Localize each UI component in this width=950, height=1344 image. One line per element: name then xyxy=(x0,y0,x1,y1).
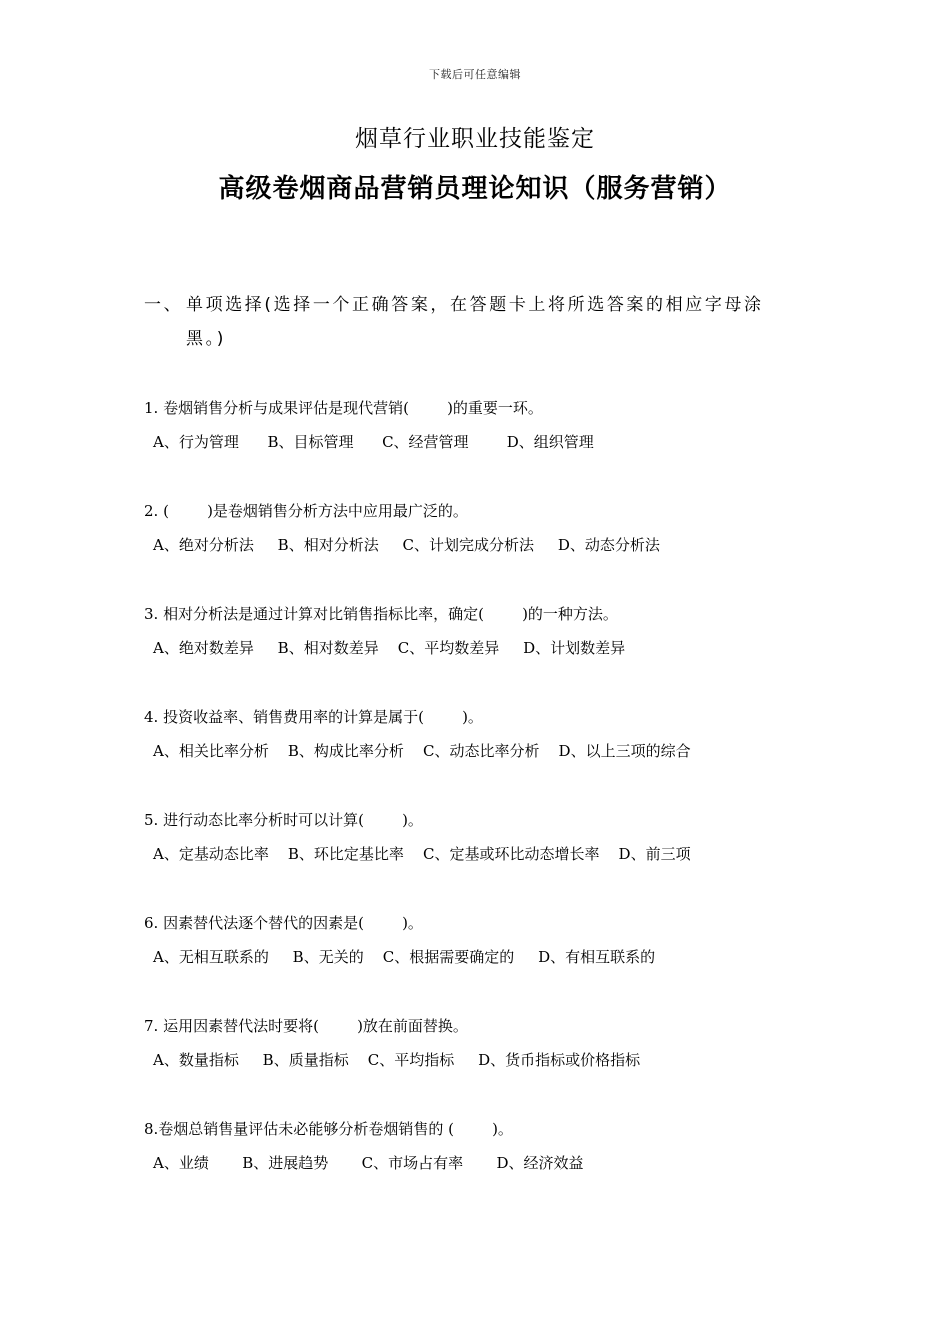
question-options: A、业绩 B、进展趋势 C、市场占有率 D、经济效益 xyxy=(153,1154,584,1172)
question-item xyxy=(144,911,844,1014)
question-stem: 4. 投资收益率、销售费用率的计算是属于( )。 xyxy=(144,708,483,726)
document-title: 高级卷烟商品营销员理论知识（服务营销） xyxy=(218,174,732,204)
question-item xyxy=(144,602,844,705)
section-number: 一、 xyxy=(144,295,184,315)
question-item xyxy=(144,396,844,499)
question-stem: 1. 卷烟销售分析与成果评估是现代营销( )的重要一环。 xyxy=(144,399,543,417)
section-heading-text: 单项选择(选择一个正确答案，在答题卡上将所选答案的相应字母涂 xyxy=(186,295,764,315)
question-stem: 3. 相对分析法是通过计算对比销售指标比率，确定( )的一种方法。 xyxy=(144,605,618,623)
section-heading-line2: 黑。) xyxy=(186,329,226,349)
question-item xyxy=(144,1117,844,1220)
question-options: A、相关比率分析 B、构成比率分析 C、动态比率分析 D、以上三项的综合 xyxy=(153,742,691,760)
question-options: A、定基动态比率 B、环比定基比率 C、定基或环比动态增长率 D、前三项 xyxy=(153,845,691,863)
question-options: A、行为管理 B、目标管理 C、经营管理 D、组织管理 xyxy=(153,433,594,451)
question-options: A、绝对分析法 B、相对分析法 C、计划完成分析法 D、动态分析法 xyxy=(153,536,660,554)
question-stem: 7. 运用因素替代法时要将( )放在前面替换。 xyxy=(144,1017,468,1035)
question-item xyxy=(144,1014,844,1117)
question-stem: 2. ( )是卷烟销售分析方法中应用最广泛的。 xyxy=(144,502,468,520)
question-stem: 5. 进行动态比率分析时可以计算( )。 xyxy=(144,811,423,829)
header-note: 下载后可任意编辑 xyxy=(429,68,521,81)
section-heading-line1 xyxy=(144,288,824,322)
document-subtitle: 烟草行业职业技能鉴定 xyxy=(355,126,595,152)
question-stem: 6. 因素替代法逐个替代的因素是( )。 xyxy=(144,914,423,932)
question-item xyxy=(144,705,844,808)
question-options: A、无相互联系的 B、无关的 C、根据需要确定的 D、有相互联系的 xyxy=(153,948,656,966)
section-heading xyxy=(144,288,824,356)
question-list xyxy=(144,396,844,1220)
question-options: A、数量指标 B、质量指标 C、平均指标 D、货币指标或价格指标 xyxy=(153,1051,641,1069)
question-stem: 8.卷烟总销售量评估未必能够分析卷烟销售的 ( )。 xyxy=(144,1120,513,1138)
question-item xyxy=(144,808,844,911)
question-item xyxy=(144,499,844,602)
question-options: A、绝对数差异 B、相对数差异 C、平均数差异 D、计划数差异 xyxy=(153,639,626,657)
